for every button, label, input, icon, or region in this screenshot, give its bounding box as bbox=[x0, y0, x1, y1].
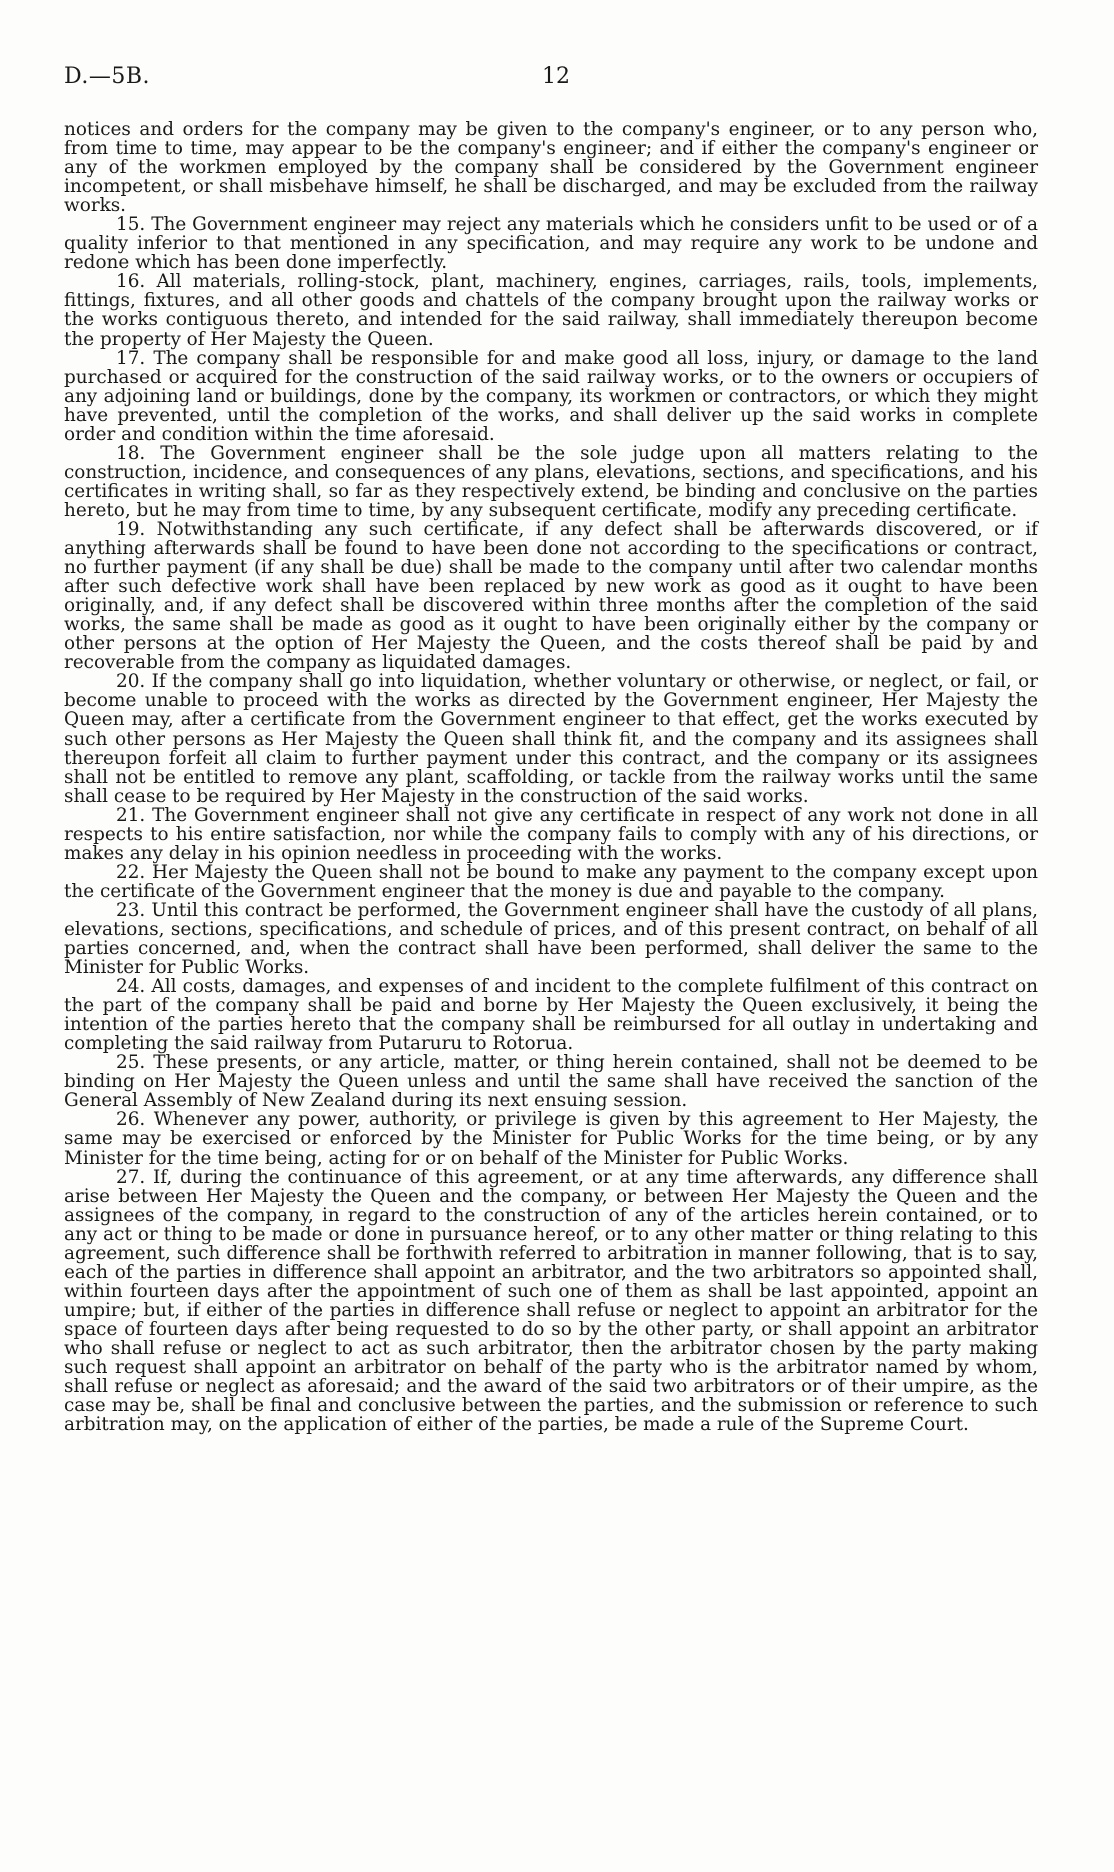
paragraph-21: 21. The Government engineer shall not give any certificate in respect of any work not done in all respects to his entire satisfaction, nor while the company fails to comply with any of his directions, or makes any delay in his opinion needless in proceeding with the works. bbox=[64, 804, 1038, 864]
paragraph-16: 16. All materials, rolling-stock, plant, machinery, engines, carriages, rails, tools, implements, fittings, fixtures, and all other goods and chattels of the company brought upon the railway works or the works contiguous thereto, and intended for the said railway, shall immediately thereupon become the property of Her Majesty the Queen. bbox=[64, 271, 1038, 350]
paragraph-20: 20. If the company shall go into liquidation, whether voluntary or otherwise, or neglect, or fail, or become unable to proceed with the works as directed by the Government engineer, Her Majesty the Queen may, after a certificate from the Government engineer to that effect, get the works executed by such other persons as Her Majesty the Queen shall think fit, and the company and its assignees shall thereupon forfeit all claim to further payment under this contract, and the company or its assignees shall not be entitled to remove any plant, scaffolding, or tackle from the railway works until the same shall cease to be required by Her Majesty in the construction of the said works. bbox=[64, 671, 1038, 807]
paragraph-19: 19. Notwithstanding any such certificate, if any defect shall be afterwards discovered, or if anything afterwards shall be found to have been done not according to the specifications or contract, no further payment (if any shall be due) shall be made to the company until after two calendar months after such defective work shall have been replaced by new work as good as it ought to have been originally, and, if any defect shall be discovered within three months after the completion of the said works, the same shall be made as good as it ought to have been originally either by the company or other persons at the option of Her Majesty the Queen, and the costs thereof shall be paid by and recoverable from the company as liquidated damages. bbox=[64, 518, 1038, 674]
paragraph-24: 24. All costs, damages, and expenses of and incident to the complete fulfilment of this contract on the part of the company shall be paid and borne by Her Majesty the Queen exclusively, it being the intention of the parties hereto that the company shall be reimbursed for all outlay in undertaking and completing the said railway from Putaruru to Rotorua. bbox=[64, 976, 1038, 1055]
paragraph-25: 25. These presents, or any article, matter, or thing herein contained, shall not be deemed to be binding on Her Majesty the Queen unless and until the same shall have received the sanction of the General Assembly of New Zealand during its next ensuing session. bbox=[64, 1052, 1038, 1112]
paragraph-18: 18. The Government engineer shall be the sole judge upon all matters relating to the construction, incidence, and consequences of any plans, elevations, sections, and specifications, and his certificates in writing shall, so far as they respectively extend, be binding and conclusive on the parties hereto, but he may from time to time, by any subsequent certificate, modify any preceding certificate. bbox=[64, 442, 1038, 521]
body-text bbox=[64, 120, 1038, 1434]
paragraph-23: 23. Until this contract be performed, the Government engineer shall have the custody of all plans, elevations, sections, specifications, and schedule of prices, and of this present contract, on behalf of all parties concerned, and, when the contract shall have been performed, shall deliver the same to the Minister for Public Works. bbox=[64, 899, 1038, 979]
paragraph-22: 22. Her Majesty the Queen shall not be bound to make any payment to the company except upon the certificate of the Government engineer that the money is due and payable to the company. bbox=[64, 861, 1038, 902]
page-header bbox=[64, 64, 1038, 104]
paragraph-17: 17. The company shall be responsible for and make good all loss, injury, or damage to the land purchased or acquired for the construction of the said railway works, or to the owners or occupiers of any adjoining land or buildings, done by the company, its workmen or contractors, or which they might have prevented, until the completion of the works, and shall deliver up the said works in complete order and condition within the time aforesaid. bbox=[64, 347, 1038, 445]
paragraph-26: 26. Whenever any power, authority, or privilege is given by this agreement to Her Majesty, the same may be exercised or enforced by the Minister for Public Works for the time being, or by any Minister for the time being, acting for or on behalf of the Minister for Public Works. bbox=[64, 1109, 1038, 1169]
paragraph-continued: notices and orders for the company may be given to the company's engineer, or to any person who, from time to time, may appear to be the company's engineer; and if either the company's engineer or any of the workmen employed by the company shall be considered by the Government engineer incompetent, or shall misbehave himself, he shall be discharged, and may be excluded from the railway works. bbox=[64, 119, 1038, 217]
document-reference: D.—5B. bbox=[64, 64, 151, 89]
paragraph-15: 15. The Government engineer may reject any materials which he considers unfit to be used or of a quality inferior to that mentioned in any specification, and may require any work to be undone and redone which has been done imperfectly. bbox=[64, 214, 1038, 274]
page-number: 12 bbox=[542, 64, 570, 89]
paragraph-27: 27. If, during the continuance of this agreement, or at any time afterwards, any difference shall arise between Her Majesty the Queen and the company, or between Her Majesty the Queen and the assignees of the company, in regard to the construction of any of the articles herein contained, or to any act or thing to be made or done in pursuance hereof, or to any other matter or thing relating to this agreement, such difference shall be forthwith referred to arbitration in manner following, that is to say, each of the parties in difference shall appoint an arbitrator, and the two arbitrators so appointed shall, within fourteen days after the appointment of such one of them as shall be last appointed, appoint an umpire; but, if either of the parties in difference shall refuse or neglect to appoint an arbitrator for the space of fourteen days after being requested to do so by the other party, or shall appoint an arbitrator who shall refuse or neglect to act as such arbitrator, then the arbitrator chosen by the party making such request shall appoint an arbitrator on behalf of the party who is the arbitrator named by whom, shall refuse or neglect as aforesaid; and the award of the said two arbitrators or of their umpire, as the case may be, shall be final and conclusive between the parties, and the submission or reference to such arbitration may, on the application of either of the parties, be made a rule of the Supreme Court. bbox=[64, 1166, 1038, 1436]
